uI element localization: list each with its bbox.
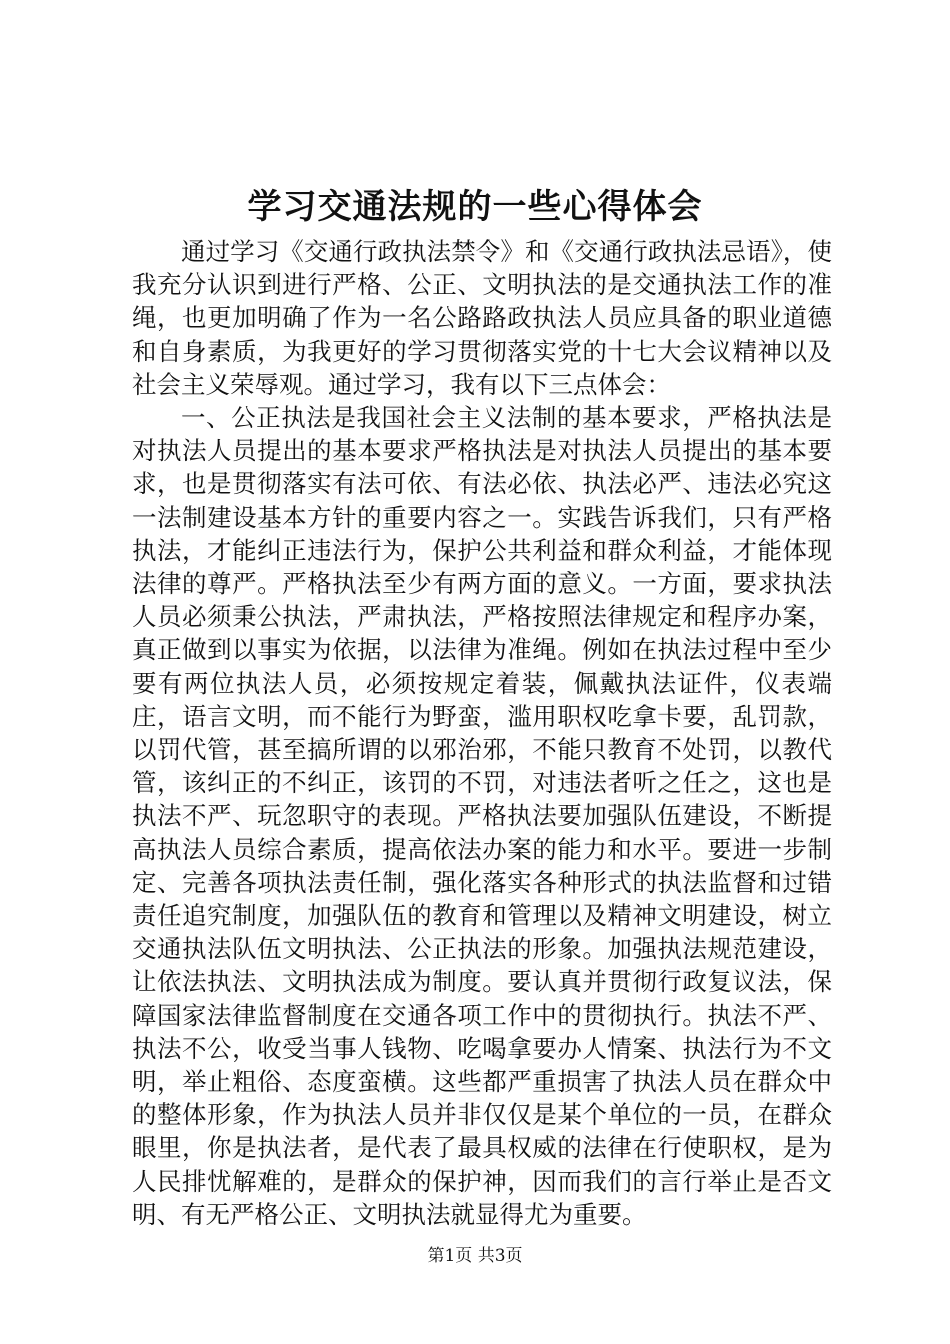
page-number: 第1页: [427, 1246, 473, 1266]
page-total: 共3页: [477, 1246, 523, 1266]
page-footer: [0, 1244, 950, 1268]
document-body: [132, 235, 832, 1231]
document-title: 学习交通法规的一些心得体会: [247, 187, 703, 227]
paragraph-point-one: 一、公正执法是我国社会主义法制的基本要求，严格执法是对执法人员提出的基本要求严格执法是对执法人员提出的基本要求，也是贯彻落实有法可依、有法必依、执法必严、违法必究这一法制建设基本方针的重要内容之一。实践告诉我们，只有严格执法，才能纠正违法行为，保护公共利益和群众利益，才能体现法律的尊严。严格执法至少有两方面的意义。一方面，要求执法人员必须秉公执法，严肃执法，严格按照法律规定和程序办案，真正做到以事实为依据，以法律为准绳。例如在执法过程中至少要有两位执法人员，必须按规定着装，佩戴执法证件，仪表端庄，语言文明，而不能行为野蛮，滥用职权吃拿卡要，乱罚款，以罚代管，甚至搞所谓的以邪治邪，不能只教育不处罚，以教代管，该纠正的不纠正，该罚的不罚，对违法者听之任之，这也是执法不严、玩忽职守的表现。严格执法要加强队伍建设，不断提高执法人员综合素质，提高依法办案的能力和水平。要进一步制定、完善各项执法责任制，强化落实各种形式的执法监督和过错责任追究制度，加强队伍的教育和管理以及精神文明建设，树立交通执法队伍文明执法、公正执法的形象。加强执法规范建设，让依法执法、文明执法成为制度。要认真并贯彻行政复议法，保障国家法律监督制度在交通各项工作中的贯彻执行。执法不严、执法不公，收受当事人钱物、吃喝拿要办人情案、执法行为不文明，举止粗俗、态度蛮横。这些都严重损害了执法人员在群众中的整体形象，作为执法人员并非仅仅是某个单位的一员，在群众眼里，你是执法者，是代表了最具权威的法律在行使职权，是为人民排忧解难的，是群众的保护神，因而我们的言行举止是否文明、有无严格公正、文明执法就显得尤为重要。: [132, 403, 832, 1229]
paragraph-intro: 通过学习《交通行政执法禁令》和《交通行政执法忌语》，使我充分认识到进行严格、公正、文明执法的是交通执法工作的准绳，也更加明确了作为一名公路路政执法人员应具备的职业道德和自身素质，为我更好的学习贯彻落实党的十七大会议精神以及社会主义荣辱观。通过学习，我有以下三点体会：: [132, 237, 832, 399]
